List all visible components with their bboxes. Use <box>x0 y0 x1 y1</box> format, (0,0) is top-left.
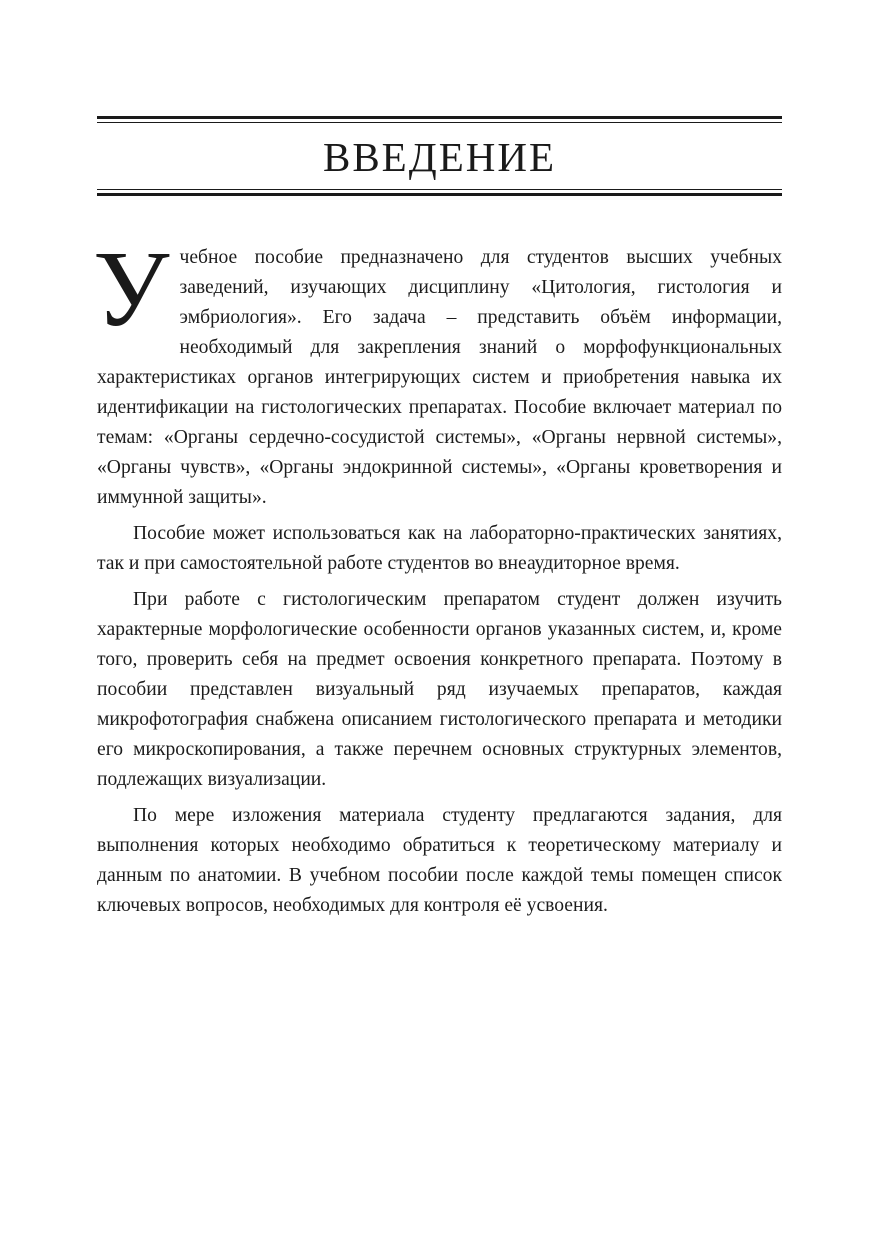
page-title: ВВЕДЕНИЕ <box>322 134 556 180</box>
paragraph-1-text: чебное пособие предназначено для студентов высших учебных заведений, изучающих дисциплину «Цитология, гистология и эмбриология». Его задача – представить объём информации, необходимый для закрепления знаний о морфофункциональных характеристиках органов интегрирующих систем и приобретения навыка их идентификации на гистологических препаратах. Пособие включает материал по темам: «Органы сердечно-сосудистой системы», «Органы нервной системы», «Органы чувств», «Органы эндокринной системы», «Органы кроветворения и иммунной защиты». <box>97 247 782 508</box>
title-rule-top <box>97 116 782 123</box>
page <box>93 116 782 927</box>
paragraph-1 <box>93 230 782 513</box>
title-rule-bottom <box>97 189 782 196</box>
paragraph-3: При работе с гистологическим препаратом студент должен изучить характерные морфологические особенности органов указанных систем, и, кроме того, проверить себя на предмет освоения конкретного препарата. Поэтому в пособии представлен визуальный ряд изучаемых препаратов, каждая микрофотография снабжена описанием гистологического препарата и методики его микроскопирования, а также перечнем основных структурных элементов, подлежащих визуализации. <box>97 589 782 790</box>
paragraph-4: По мере изложения материала студенту предлагаются задания, для выполнения которых необходимо обратиться к теоретическому материалу и данным по анатомии. В учебном пособии после каждой темы помещен список ключевых вопросов, необходимых для контроля её усвоения. <box>97 805 782 916</box>
body-text <box>93 230 782 921</box>
drop-cap: У <box>93 230 170 349</box>
paragraph-2: Пособие может использоваться как на лабораторно-практических занятиях, так и при самостоятельной работе студентов во внеаудиторное время. <box>97 523 782 574</box>
